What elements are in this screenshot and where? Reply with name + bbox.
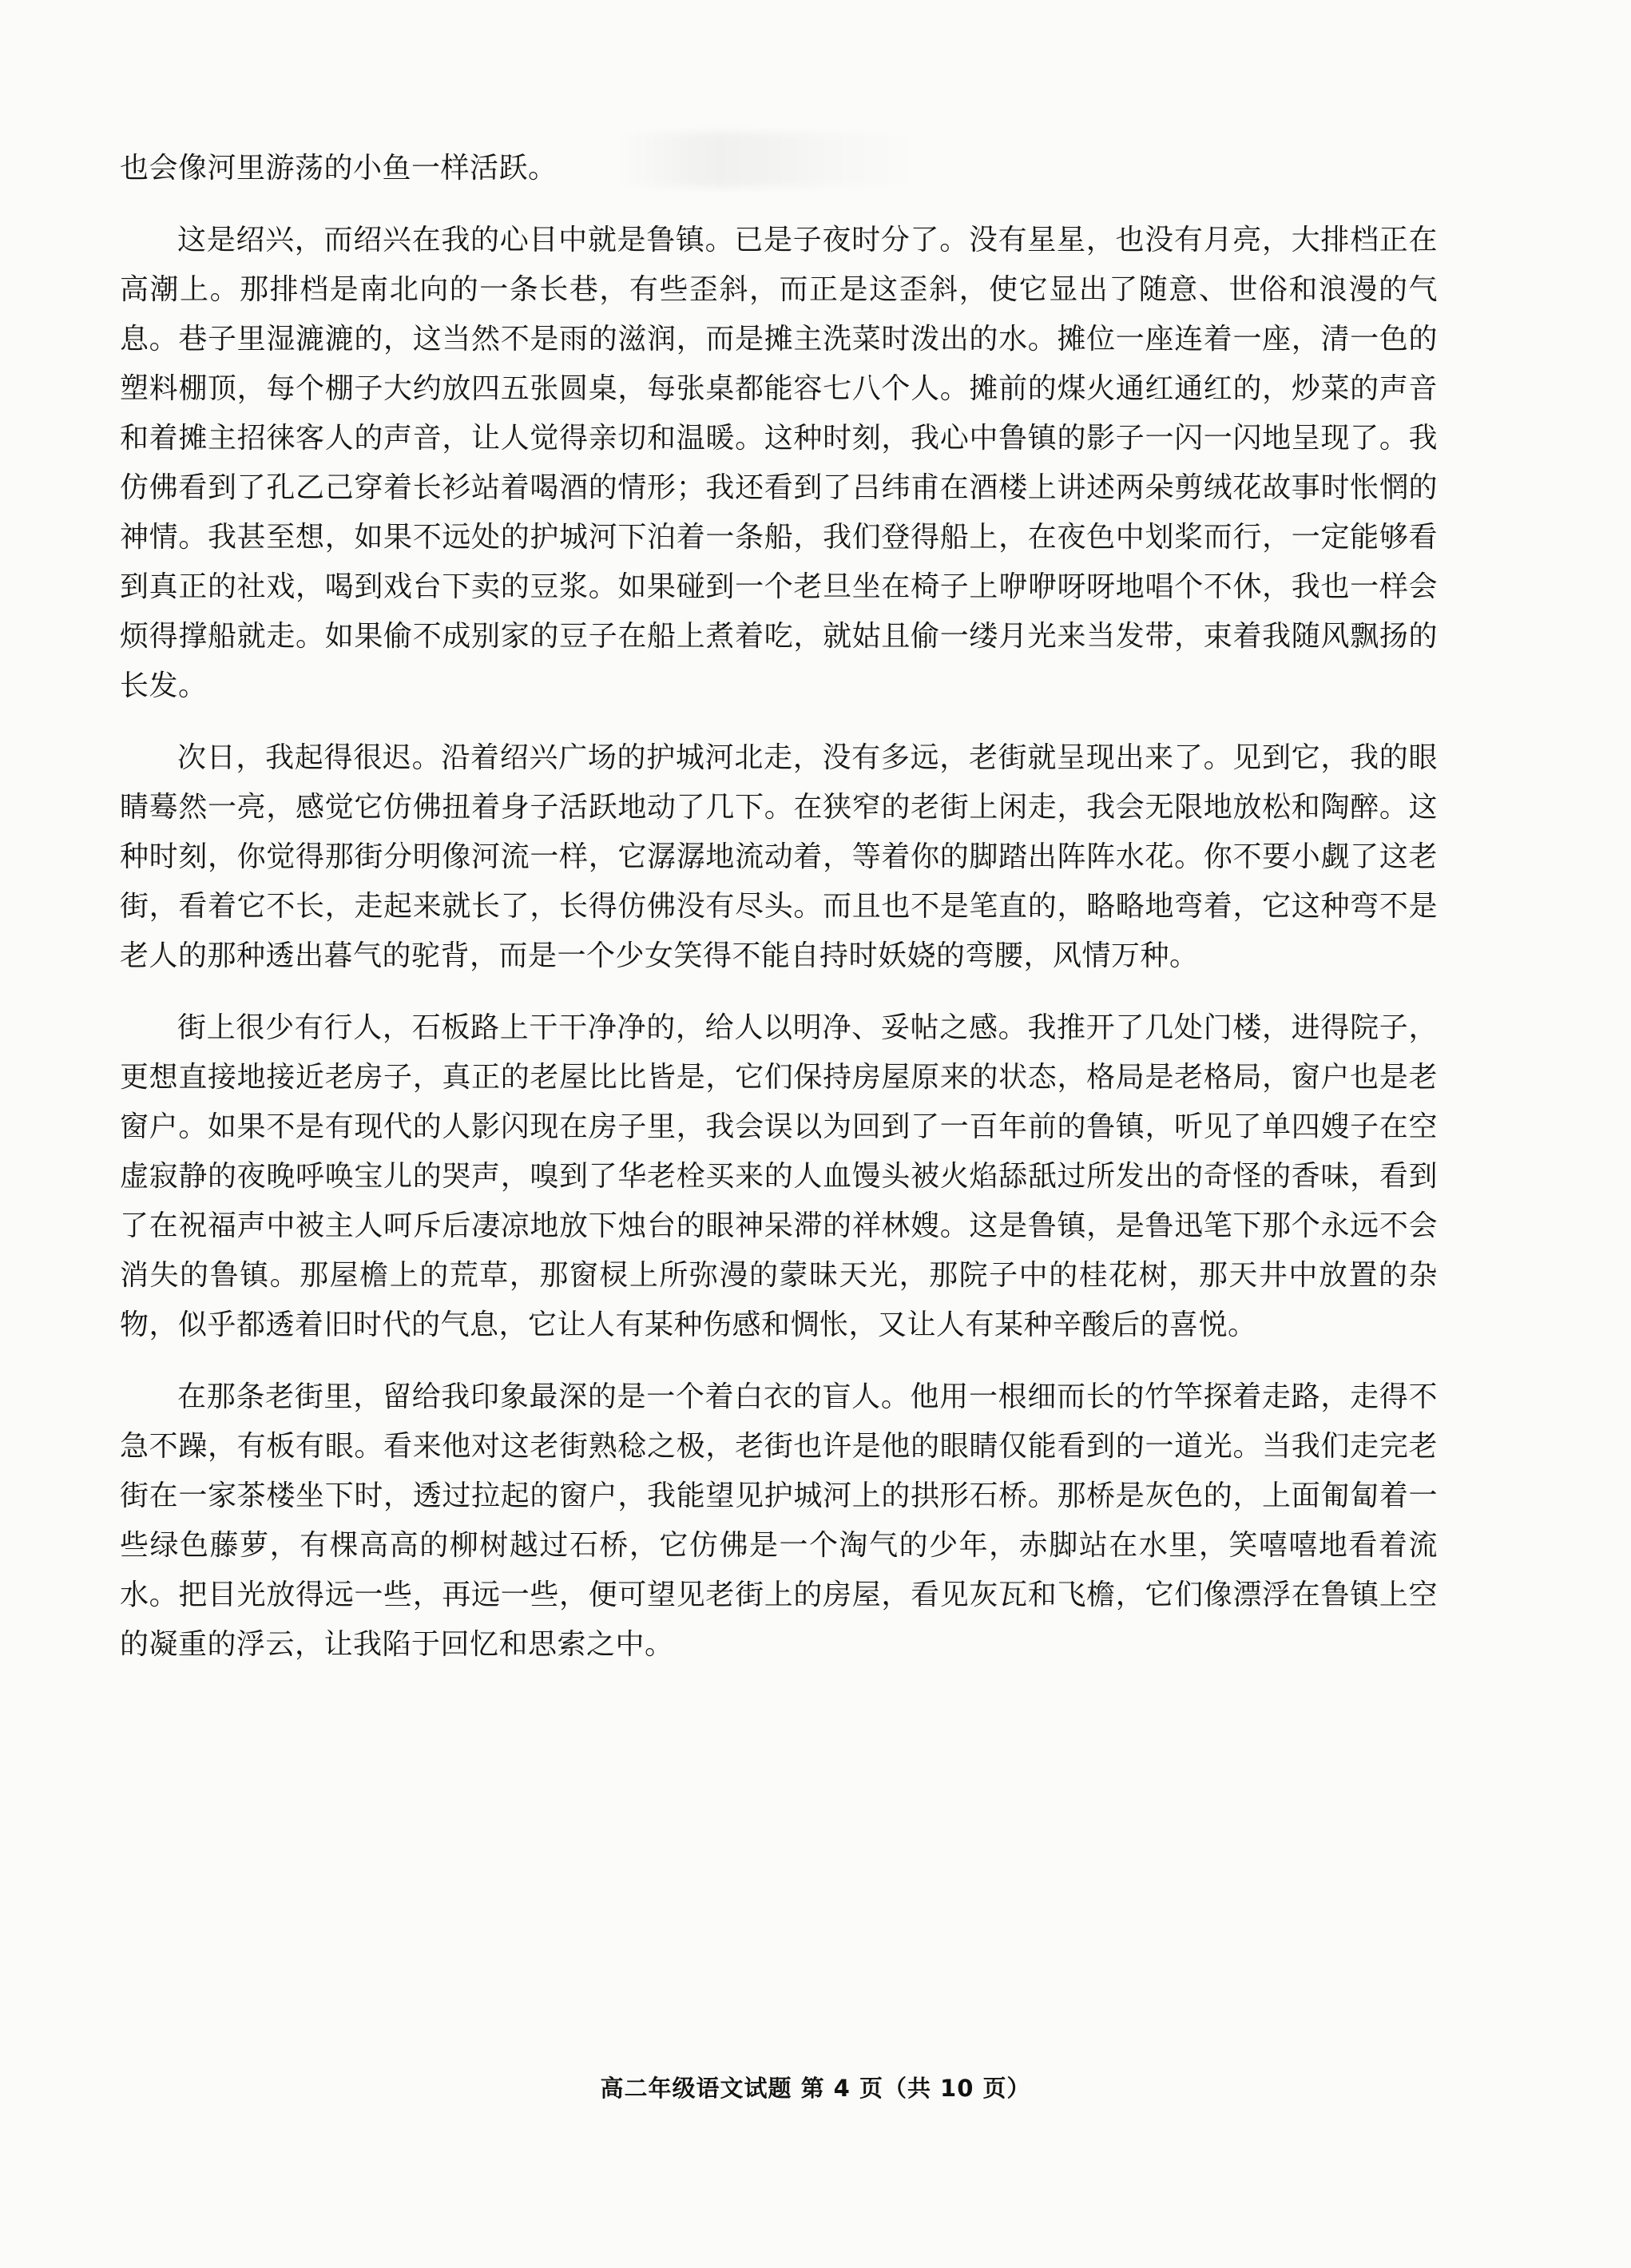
paragraph-4: 街上很少有行人，石板路上干干净净的，给人以明净、妥帖之感。我推开了几处门楼，进得院子，更想直接地接近老房子，真正的老屋比比皆是，它们保持房屋原来的状态，格局是老格局，窗户也是老窗户。如果不是有现代的人影闪现在房子里，我会误以为回到了一百年前的鲁镇，听见了单四嫂子在空虚寂静的夜晚呼唤宝儿的哭声，嗅到了华老栓买来的人血馒头被火焰舔舐过所发出的奇怪的香味，看到了在祝福声中被主人呵斥后凄凉地放下烛台的眼神呆滞的祥林嫂。这是鲁镇，是鲁迅笔下那个永远不会消失的鲁镇。那屋檐上的荒草，那窗棂上所弥漫的蒙昧天光，那院子中的桂花树，那天井中放置的杂物，似乎都透着旧时代的气息，它让人有某种伤感和惆怅，又让人有某种辛酸后的喜悦。 <box>120 1011 1438 1341</box>
page-footer: 高二年级语文试题 第 4 页（共 10 页） <box>600 2075 1031 2102</box>
paragraph-3: 次日，我起得很迟。沿着绍兴广场的护城河北走，没有多远，老街就呈现出来了。见到它，我的眼睛蓦然一亮，感觉它仿佛扭着身子活跃地动了几下。在狭窄的老街上闲走，我会无限地放松和陶醉。这种时刻，你觉得那街分明像河流一样，它潺潺地流动着，等着你的脚踏出阵阵水花。你不要小觑了这老街，看着它不长，走起来就长了，长得仿佛没有尽头。而且也不是笔直的，略略地弯着，它这种弯不是老人的那种透出暮气的驼背，而是一个少女笑得不能自持时妖娆的弯腰，风情万种。 <box>120 741 1438 972</box>
paragraph-1: 也会像河里游荡的小鱼一样活跃。 <box>120 152 558 185</box>
article-body <box>120 144 1438 1692</box>
paragraph-5: 在那条老街里，留给我印象最深的是一个着白衣的盲人。他用一根细而长的竹竿探着走路，走得不急不躁，有板有眼。看来他对这老街熟稔之极，老街也许是他的眼睛仅能看到的一道光。当我们走完老街在一家茶楼坐下时，透过拉起的窗户，我能望见护城河上的拱形石桥。那桥是灰色的，上面匍匐着一些绿色藤萝，有棵高高的柳树越过石桥，它仿佛是一个淘气的少年，赤脚站在水里，笑嘻嘻地看着流水。把目光放得远一些，再远一些，便可望见老街上的房屋，看见灰瓦和飞檐，它们像漂浮在鲁镇上空的凝重的浮云，让我陷于回忆和思索之中。 <box>120 1380 1438 1661</box>
paragraph-2: 这是绍兴，而绍兴在我的心目中就是鲁镇。已是子夜时分了。没有星星，也没有月亮，大排档正在高潮上。那排档是南北向的一条长巷，有些歪斜，而正是这歪斜，使它显出了随意、世俗和浪漫的气息。巷子里湿漉漉的，这当然不是雨的滋润，而是摊主洗菜时泼出的水。摊位一座连着一座，清一色的塑料棚顶，每个棚子大约放四五张圆桌，每张桌都能容七八个人。摊前的煤火通红通红的，炒菜的声音和着摊主招徕客人的声音，让人觉得亲切和温暖。这种时刻，我心中鲁镇的影子一闪一闪地呈现了。我仿佛看到了孔乙己穿着长衫站着喝酒的情形；我还看到了吕纬甫在酒楼上讲述两朵剪绒花故事时怅惘的神情。我甚至想，如果不远处的护城河下泊着一条船，我们登得船上，在夜色中划桨而行，一定能够看到真正的社戏，喝到戏台下卖的豆浆。如果碰到一个老旦坐在椅子上咿咿呀呀地唱个不休，我也一样会烦得撑船就走。如果偷不成别家的豆子在船上煮着吃，就姑且偷一缕月光来当发带，束着我随风飘扬的长发。 <box>120 224 1438 702</box>
